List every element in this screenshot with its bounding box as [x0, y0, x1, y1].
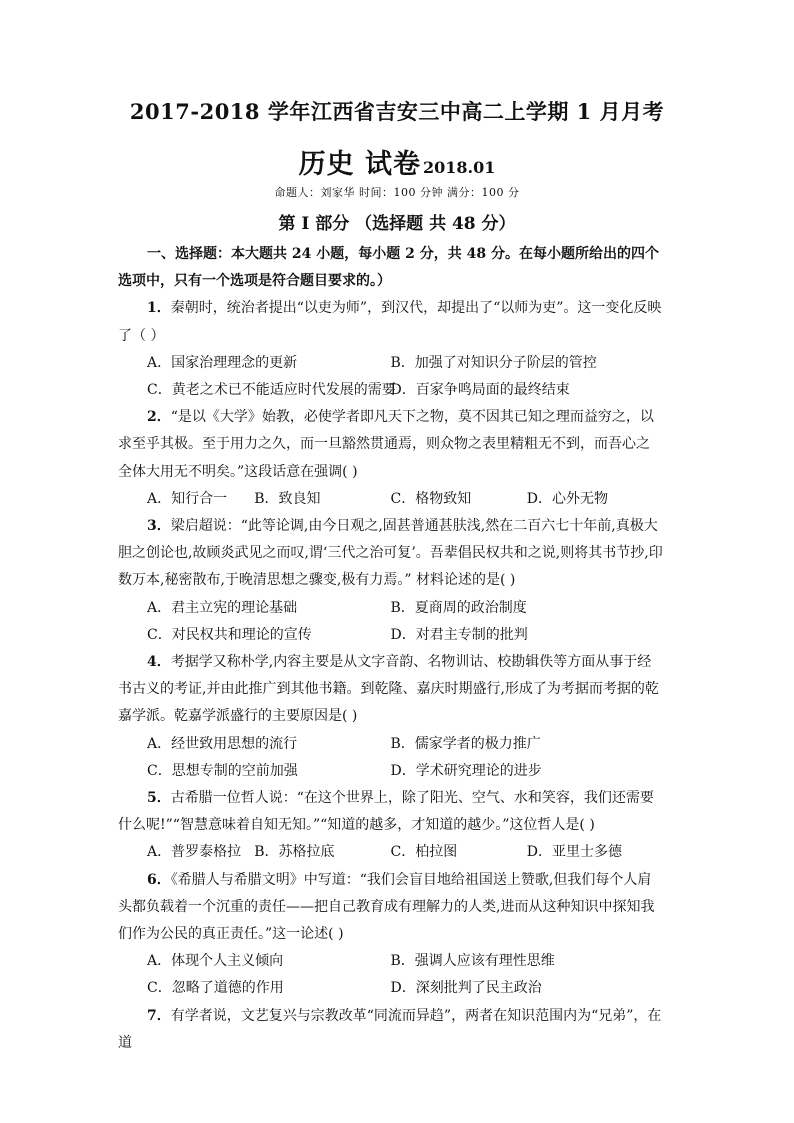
answer-options [118, 839, 663, 866]
question-stem [118, 1003, 663, 1057]
question-text: 古希腊一位哲人说：“在这个世界上，除了阳光、空气、水和笑容，我们还需要什么呢!”“智慧意味着自知无知。”“知道的越多，才知道的越少。”这位哲人是( ) [118, 790, 654, 834]
part-heading: 第 I 部分 （选择题 共 48 分） [278, 214, 516, 234]
subject-title: 历史 试卷 [298, 149, 422, 180]
option-row [118, 758, 663, 785]
subject-line [0, 142, 794, 181]
option-row [118, 350, 663, 377]
question-number: 3． [147, 518, 171, 535]
answer-option: A．普罗泰格拉 [147, 844, 242, 861]
answer-options [118, 948, 663, 1002]
question-text: 有学者说，文艺复兴与宗教改革“同流而异趋”，两者在知识范围内为“兄弟”，在道 [118, 1007, 662, 1051]
answer-option: D．深刻批判了民主政治 [390, 980, 542, 997]
question-1 [118, 295, 663, 404]
answer-option: C．思想专制的空前加强 [147, 762, 298, 779]
option-row [118, 839, 663, 866]
answer-option: A．经世致用思想的流行 [147, 735, 298, 752]
question-6 [118, 867, 663, 1003]
answer-option: B．夏商周的政治制度 [390, 599, 527, 616]
option-row [118, 377, 663, 404]
question-list [118, 241, 663, 1057]
answer-option: C．对民权共和理论的宣传 [147, 626, 312, 643]
answer-option: A．君主立宪的理论基础 [147, 599, 298, 616]
answer-option: B．苏格拉底 [254, 844, 335, 861]
exam-date: 2018.01 [423, 158, 496, 177]
option-row [118, 595, 663, 622]
question-2 [118, 404, 663, 513]
question-number: 6． [147, 871, 171, 888]
question-text: “是以《大学》始教，必使学者即凡天下之物，莫不因其已知之理而益穷之，以求至乎其极。至于用力之久，而一旦豁然贯通焉，则众物之表里精粗无不到，而吾心之全体大用无不明矣。”这段话意在强调( ) [118, 409, 654, 480]
exam-meta: 命题人：刘家华 时间：100 分钟 满分：100 分 [274, 186, 520, 199]
question-stem [118, 785, 663, 839]
answer-options [118, 595, 663, 649]
question-text: 秦朝时，统治者提出“以吏为师”，到汉代，却提出了“以师为吏”。这一变化反映了（ ） [118, 300, 662, 344]
question-stem [118, 649, 663, 731]
question-number: 2． [147, 409, 171, 426]
answer-option: B．儒家学者的极力推广 [390, 735, 541, 752]
answer-options [118, 350, 663, 404]
answer-option: A．国家治理理念的更新 [147, 354, 298, 371]
answer-option: B．加强了对知识分子阶层的管控 [390, 354, 597, 371]
answer-option: C．忽略了道德的作用 [147, 980, 284, 997]
option-row [118, 622, 663, 649]
question-number: 4． [147, 654, 171, 671]
section-intro: 一、选择题：本大题共 24 小题，每小题 2 分，共 48 分。在每小题所给出的四个选项中，只有一个选项是符合题目要求的。） [118, 246, 659, 290]
answer-option: D．百家争鸣局面的最终结束 [390, 382, 570, 399]
option-row [118, 948, 663, 975]
option-row [118, 975, 663, 1002]
question-stem [118, 513, 663, 595]
answer-option: C．格物致知 [390, 490, 472, 507]
option-row [118, 486, 663, 513]
answer-option: A．知行合一 [147, 490, 228, 507]
question-number: 1． [147, 300, 171, 317]
question-stem [118, 295, 663, 349]
exam-title: 2017-2018 学年江西省吉安三中高二上学期 1 月月考 [129, 99, 665, 124]
answer-option: D．亚里士多德 [526, 844, 622, 861]
question-number: 7． [147, 1007, 171, 1024]
option-row [118, 731, 663, 758]
question-5 [118, 785, 663, 867]
answer-options [118, 731, 663, 785]
question-text: 考据学又称朴学,内容主要是从文字音韵、名物训诂、校勘辑佚等方面从事于经书古义的考证,并由此推广到其他书籍。到乾隆、嘉庆时期盛行,形成了为考据而考据的乾嘉学派。乾嘉学派盛行的主要原因是( ) [118, 654, 659, 725]
question-3 [118, 513, 663, 649]
answer-option: B．致良知 [254, 490, 321, 507]
answer-option: D．心外无物 [526, 490, 608, 507]
question-number: 5． [147, 790, 171, 807]
question-text: 梁启超说：“此等论调,由今日观之,固甚普通甚肤浅,然在二百六七十年前,真极大胆之创论也,故顾炎武见之而叹,谓‘三代之治可复’。吾辈倡民权共和之说,则将其书节抄,印数万本,秘密散布,于晚清思想之骤变,极有力焉。” 材料论述的是( ) [118, 518, 663, 589]
question-stem [118, 867, 663, 949]
question-4 [118, 649, 663, 785]
question-7 [118, 1003, 663, 1057]
answer-options [118, 486, 663, 513]
answer-option: D．对君主专制的批判 [390, 626, 528, 643]
answer-option: C．柏拉图 [390, 844, 458, 861]
answer-option: D．学术研究理论的进步 [390, 762, 542, 779]
question-stem [118, 404, 663, 486]
answer-option: B．强调人应该有理性思维 [390, 953, 555, 970]
answer-option: A．体现个人主义倾向 [147, 953, 284, 970]
question-text: 《希腊人与希腊文明》中写道：“我们会盲目地给祖国送上赞歌,但我们每个人肩头都负载着一个沉重的责任——把自己教育成有理解力的人类,进而从这种知识中探知我们作为公民的真正责任。”这一论述( ) [118, 871, 655, 943]
answer-option: C．黄老之术已不能适应时代发展的需要 [147, 382, 396, 399]
